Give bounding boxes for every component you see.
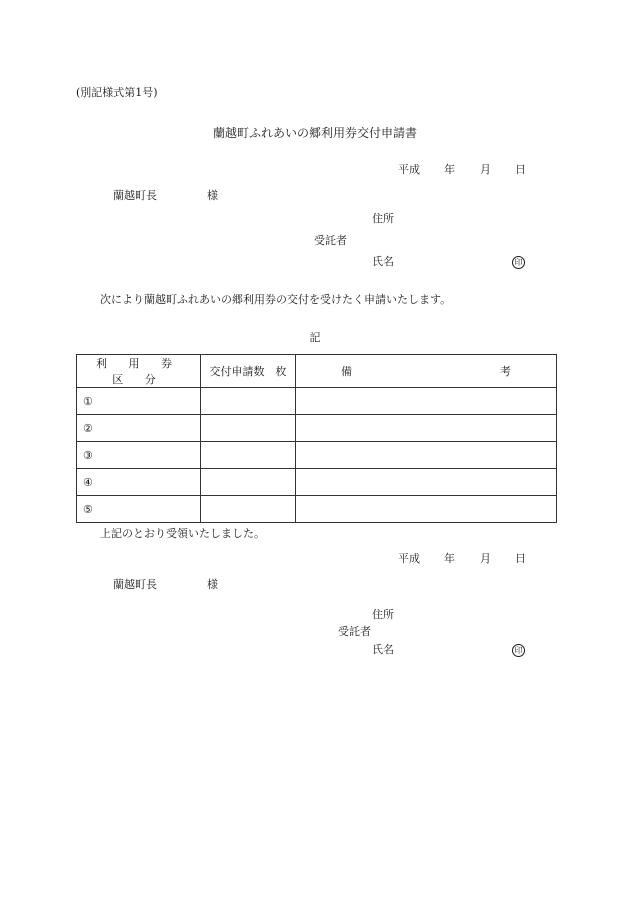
header-quantity: 交付申請数 枚 bbox=[201, 355, 296, 388]
remarks-cell[interactable] bbox=[296, 388, 557, 415]
quantity-cell[interactable] bbox=[201, 388, 296, 415]
row-number: ② bbox=[77, 415, 201, 442]
date-year: 年 bbox=[444, 552, 455, 565]
table-header-row bbox=[77, 355, 557, 388]
table-row bbox=[77, 496, 557, 523]
remarks-cell[interactable] bbox=[296, 496, 557, 523]
date-day: 日 bbox=[515, 552, 526, 565]
header-remarks: 備 考 bbox=[296, 355, 557, 388]
trustee-label: 受託者 bbox=[338, 625, 371, 638]
address-label: 住所 bbox=[372, 608, 394, 621]
ki-heading: 記 bbox=[309, 331, 321, 344]
trustee-label: 受託者 bbox=[314, 234, 347, 247]
quantity-cell[interactable] bbox=[201, 442, 296, 469]
table-row bbox=[77, 469, 557, 496]
row-number: ① bbox=[77, 388, 201, 415]
addressee-honorific: 様 bbox=[207, 189, 218, 202]
row-number: ⑤ bbox=[77, 496, 201, 523]
date-month: 月 bbox=[480, 552, 491, 565]
quantity-cell[interactable] bbox=[201, 469, 296, 496]
header-ticket-category: 利 用 券 区 分 bbox=[77, 355, 201, 388]
date-era: 平成 bbox=[398, 163, 420, 176]
remarks-cell[interactable] bbox=[296, 469, 557, 496]
document-title: 蘭越町ふれあいの郷利用券交付申請書 bbox=[212, 126, 417, 140]
table-row bbox=[77, 388, 557, 415]
date-month: 月 bbox=[480, 163, 491, 176]
addressee-name: 蘭越町長 bbox=[113, 578, 157, 591]
seal-mark: 印 bbox=[512, 255, 525, 269]
name-label: 氏名 bbox=[372, 643, 394, 656]
quantity-cell[interactable] bbox=[201, 415, 296, 442]
table-row bbox=[77, 415, 557, 442]
date-day: 日 bbox=[515, 163, 526, 176]
row-number: ③ bbox=[77, 442, 201, 469]
addressee-name: 蘭越町長 bbox=[113, 189, 157, 202]
remarks-cell[interactable] bbox=[296, 442, 557, 469]
address-label: 住所 bbox=[372, 212, 394, 225]
date-era: 平成 bbox=[398, 552, 420, 565]
form-number: (別記様式第1号) bbox=[76, 86, 158, 99]
seal-mark: 印 bbox=[512, 643, 525, 657]
remarks-cell[interactable] bbox=[296, 415, 557, 442]
name-label: 氏名 bbox=[372, 255, 394, 268]
ticket-table bbox=[76, 354, 557, 523]
row-number: ④ bbox=[77, 469, 201, 496]
date-year: 年 bbox=[444, 163, 455, 176]
table-row bbox=[77, 442, 557, 469]
receipt-statement: 上記のとおり受領いたしました。 bbox=[100, 527, 265, 540]
application-statement: 次により蘭越町ふれあいの郷利用券の交付を受けたく申請いたします。 bbox=[100, 293, 452, 306]
quantity-cell[interactable] bbox=[201, 496, 296, 523]
addressee-honorific: 様 bbox=[207, 578, 218, 591]
